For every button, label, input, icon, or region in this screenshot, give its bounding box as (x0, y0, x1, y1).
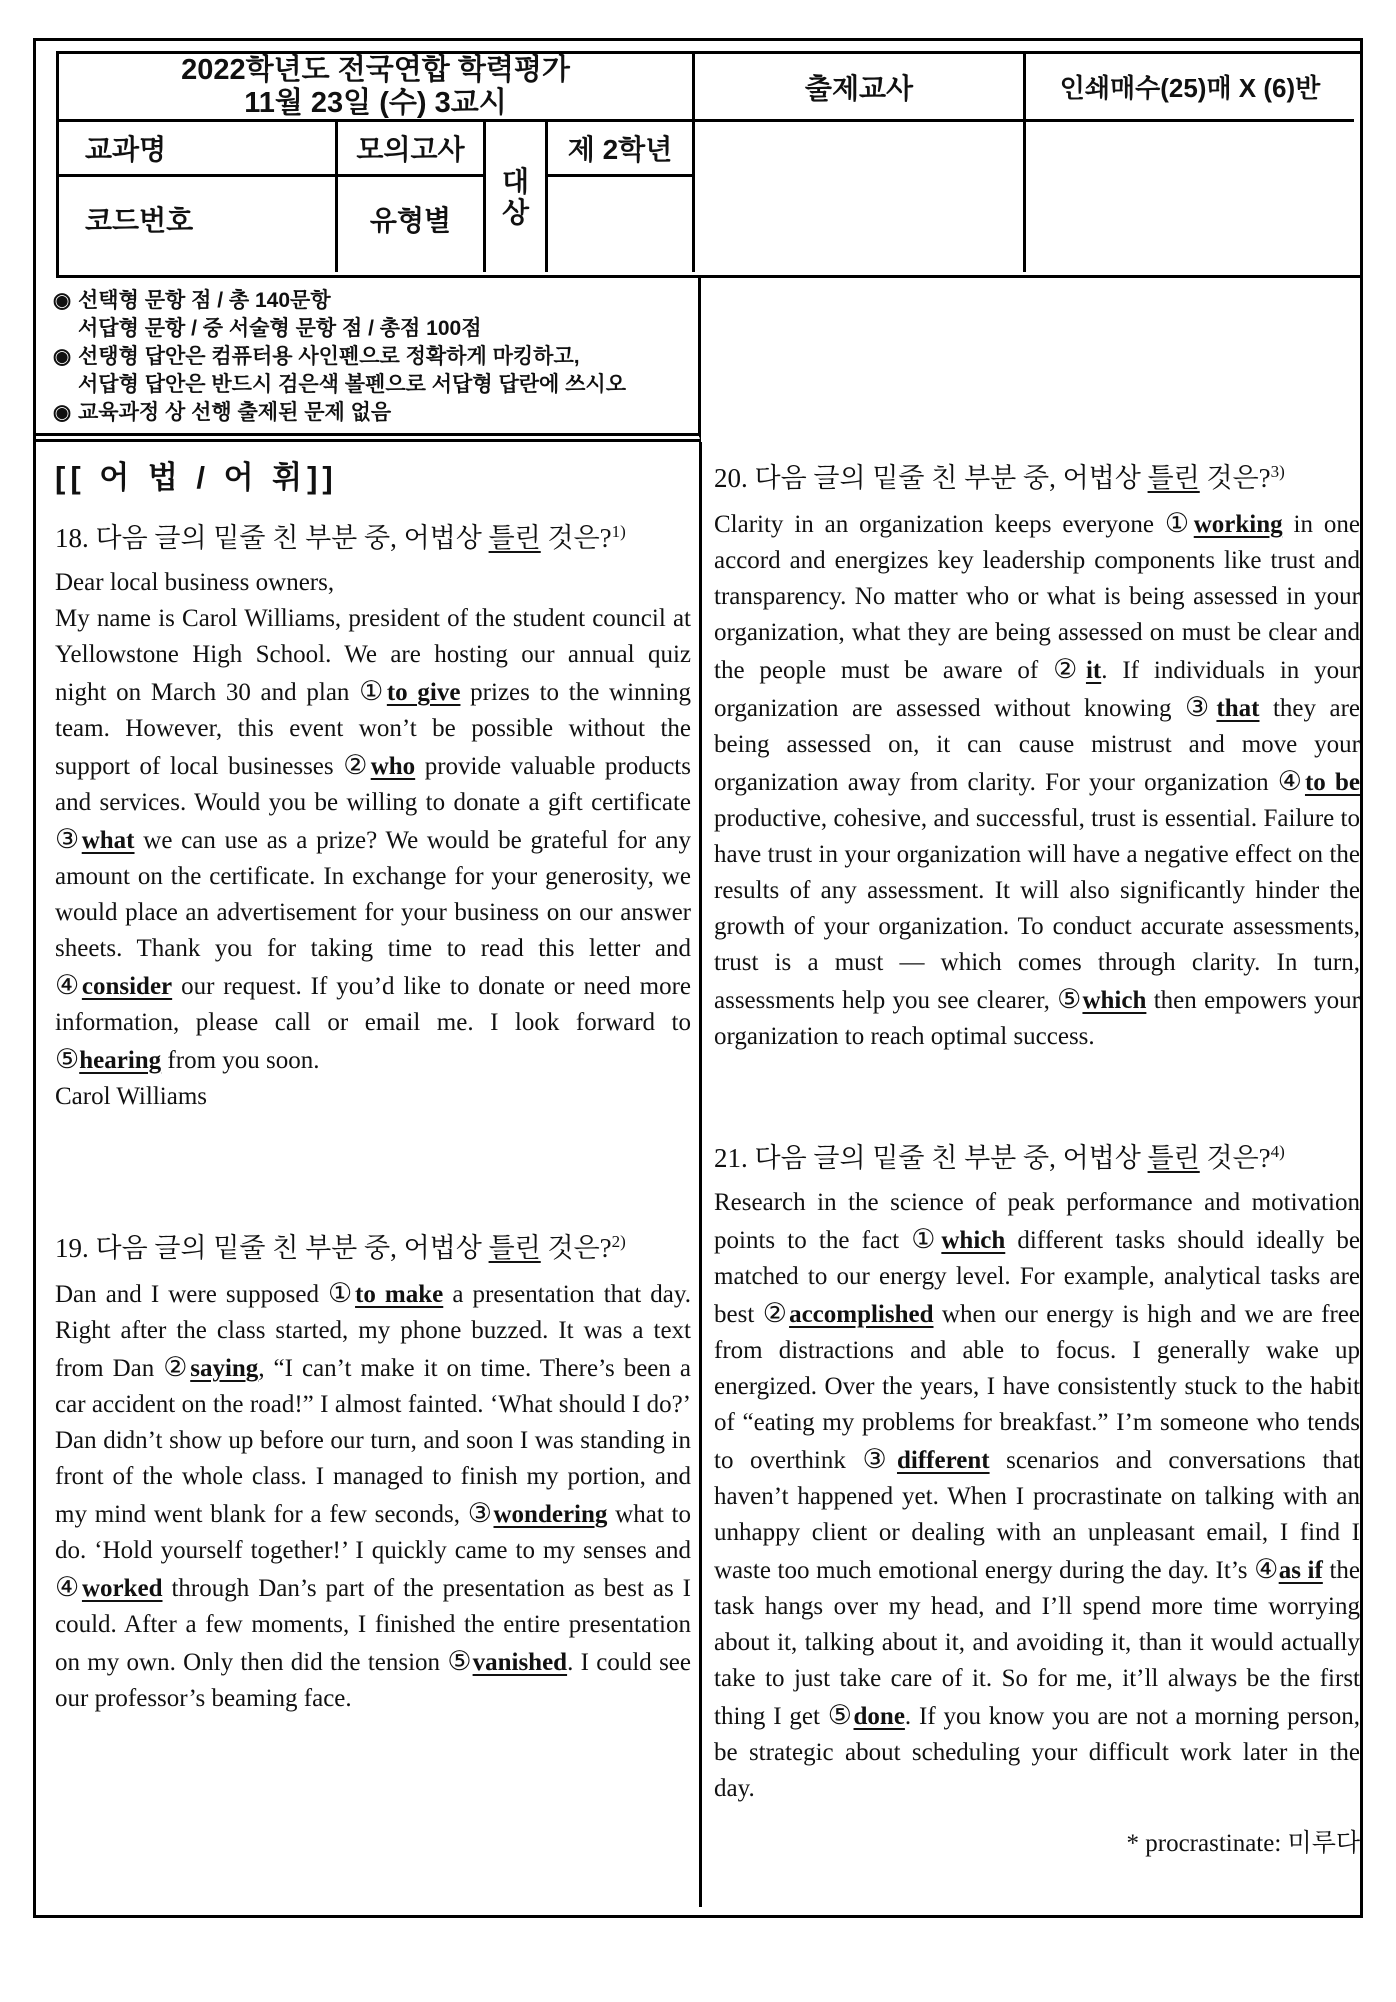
underlined-choice: saying (190, 1355, 259, 1382)
passage-paragraph: Dan and I were supposed ①to make a presentation that day. Right after the class started, my phone buzzed. It was a text from Dan ②saying, “I can’t make it on time. There’s been a car accident on the road!” I almost fainted. ‘What should I do?’ Dan didn’t show up before our turn, and soon I was standing in front of the whole class. I managed to finish my portion, and my mind went blank for a few seconds, ③wondering what to do. ‘Hold yourself together!’ I quickly came to my senses and ④worked through Dan’s part of the presentation as best as I could. After a few moments, I finished the entire presentation on my own. Only then did the tension ⑤vanished. I could see our professor’s beaming face. (55, 1278, 691, 1712)
underlined-choice: working (1193, 511, 1283, 538)
choice-number: ② (343, 750, 371, 780)
underlined-choice: different (896, 1447, 990, 1474)
instruction-item (46, 399, 692, 427)
question-21-passage (714, 1185, 1360, 1807)
question-prompt: 다음 글의 밑줄 친 부분 중, 어법상 (754, 463, 1141, 493)
question-prompt-tail: 것은? (547, 1233, 612, 1263)
underlined-choice: hearing (79, 1047, 162, 1074)
target-char-1: 대 (501, 166, 530, 197)
underlined-choice: consider (81, 973, 173, 1000)
print-count-cell: 인쇄매수(25)매 X (6)반 (1026, 54, 1354, 122)
type-label-cell: 유형별 (338, 177, 486, 272)
empty-cell-grade (548, 177, 695, 272)
instruction-box (36, 278, 701, 442)
instruction-item (46, 287, 692, 343)
passage-paragraph: Dear local business owners, (55, 569, 335, 596)
underlined-choice: to make (355, 1281, 444, 1308)
exam-title-line1: 2022학년도 전국연합 학력평가 (181, 54, 570, 86)
bullet-icon: ◉ (52, 401, 72, 424)
underlined-choice: which (941, 1227, 1006, 1254)
bullet-icon: ◉ (52, 289, 72, 312)
choice-number: ① (911, 1224, 942, 1254)
choice-number: ① (359, 676, 387, 706)
question-prompt-underlined: 틀린 (1147, 463, 1200, 493)
question-prompt-underlined: 틀린 (488, 1233, 541, 1263)
choice-number: ② (163, 1352, 191, 1382)
underlined-choice: wondering (493, 1501, 608, 1528)
question-prompt-tail: 것은? (1206, 463, 1271, 493)
choice-number: ① (1164, 508, 1194, 538)
question-prompt: 다음 글의 밑줄 친 부분 중, 어법상 (95, 1233, 482, 1263)
passage-paragraph: Carol Williams (55, 1083, 207, 1110)
question-number: 19. (55, 1233, 89, 1263)
left-column (55, 452, 691, 1717)
question-number: 21. (714, 1143, 748, 1173)
question-18-header (55, 515, 691, 555)
question-21-header (714, 1135, 1360, 1175)
question-19-passage (55, 1275, 691, 1717)
question-20-passage (714, 505, 1360, 1055)
section-title: [[ 어 법 / 어 휘]] (55, 460, 338, 495)
code-number-cell: 코드번호 (59, 177, 338, 272)
question-prompt-underlined: 틀린 (488, 523, 541, 553)
footnote-ref: 2) (611, 1232, 626, 1251)
underlined-choice: what (81, 827, 135, 854)
underlined-choice: worked (81, 1575, 163, 1602)
choice-number: ⑤ (447, 1646, 473, 1676)
footnote-ref: 3) (1270, 462, 1285, 481)
question-prompt-underlined: 틀린 (1147, 1143, 1200, 1173)
question-21 (714, 1135, 1360, 1859)
mock-exam-label-cell: 모의고사 (338, 122, 486, 177)
passage-paragraph: Research in the science of peak performance and motivation points to the fact ①which different tasks should ideally be matched to our energy level. For example, analytical tasks are best ②accomplished when our energy is high and we are free from distractions and able to focus. I generally wake up energized. Over the years, I have consistently stuck to the habit of “eating my problems for breakfast.” I’m someone who tends to overthink ③different scenarios and conversations that haven’t happened yet. When I procrastinate on talking with an unhappy client or dealing with an unpleasant email, I find I waste too much emotional energy during the day. It’s ④as if the task hangs over my head, and I’ll spend more time worrying about it, talking about it, and avoiding it, than it would actually take to just take care of it. So for me, it’ll always be the first thing I get ⑤done. If you know you are not a morning person, be strategic about scheduling your difficult work later in the day. (714, 1189, 1360, 1802)
passage-paragraph: My name is Carol Williams, president of the student council at Yellowstone High School. We are hosting our annual quiz night on March 30 and plan ①to give prizes to the winning team. However, this event won’t be possible without the support of local businesses ②who provide valuable products and services. Would you be willing to donate a gift certificate ③what we can use as a prize? We would be grateful for any amount on the certificate. In exchange for your generosity, we would place an advertisement for your business on our answer sheets. Thank you for taking time to read this letter and ④consider our request. If you’d like to donate or need more information, please call or email me. I look forward to ⑤hearing from you soon. (55, 605, 691, 1074)
subject-label-cell: 교과명 (59, 122, 338, 177)
exam-title (59, 54, 695, 122)
choice-number: ② (762, 1298, 790, 1328)
instruction-line: 서답형 문항 / 중 서술형 문항 점 / 총점 100점 (78, 317, 482, 340)
question-18-passage (55, 565, 691, 1115)
grade-label-cell: 제 2학년 (548, 122, 695, 177)
underlined-choice: to be (1304, 769, 1360, 796)
instruction-lines (78, 343, 692, 399)
instruction-list (46, 287, 692, 427)
exam-title-line2: 11월 23일 (수) 3교시 (244, 86, 507, 119)
question-prompt-tail: 것은? (1206, 1143, 1271, 1173)
header-table (56, 51, 1363, 278)
question-number: 18. (55, 523, 89, 553)
footnote-ref: 1) (611, 522, 626, 541)
underlined-choice: vanished (472, 1649, 568, 1676)
instruction-line: 교육과정 상 선행 출제된 문제 없음 (78, 401, 392, 424)
question-18 (55, 515, 691, 1115)
question-number: 20. (714, 463, 748, 493)
underlined-choice: done (853, 1703, 905, 1730)
question-prompt-tail: 것은? (547, 523, 612, 553)
underlined-choice: as if (1278, 1557, 1323, 1584)
choice-number: ③ (467, 1498, 494, 1528)
empty-cell-print (1026, 122, 1354, 272)
target-label-cell (486, 122, 548, 272)
choice-number: ④ (55, 1572, 82, 1602)
choice-number: ① (328, 1278, 356, 1308)
passage-paragraph: Clarity in an organization keeps everyone ①working in one accord and energizes key leadership components like trust and transparency. No matter who or what is being assessed in your organization, what they are being assessed on must be clear and the people must be aware of ②it. If individuals in your organization are assessed without knowing ③that they are being assessed on, it can cause mistrust and move your organization away from clarity. For your organization ④to be productive, cohesive, and successful, trust is essential. Failure to have trust in your organization will have a negative effect on the results of any assessment. It will also significantly hinder the growth of your organization. To conduct accurate assessments, trust is a must — which comes through clarity. In turn, assessments help you see clearer, ⑤which then empowers your organization to reach optimal success. (714, 508, 1360, 1050)
choice-number: ⑤ (55, 1044, 80, 1074)
empty-cell-examiner (695, 122, 1026, 272)
underlined-choice: that (1216, 695, 1260, 722)
instruction-item (46, 343, 692, 399)
instruction-lines (78, 287, 692, 343)
choice-number: ④ (55, 970, 82, 1000)
underlined-choice: accomplished (789, 1301, 934, 1328)
question-prompt: 다음 글의 밑줄 친 부분 중, 어법상 (754, 1143, 1141, 1173)
question-prompt: 다음 글의 밑줄 친 부분 중, 어법상 (95, 523, 482, 553)
instruction-lines (78, 399, 692, 427)
instruction-line: 서답형 답안은 반드시 검은색 볼펜으로 서답형 답란에 쓰시오 (78, 373, 626, 396)
question-20 (714, 455, 1360, 1055)
bullet-icon: ◉ (52, 345, 72, 368)
column-divider (699, 442, 702, 1907)
choice-number: ④ (1254, 1554, 1279, 1584)
choice-number: ⑤ (1057, 984, 1083, 1014)
underlined-choice: which (1082, 987, 1147, 1014)
question-19-header (55, 1225, 691, 1265)
examiner-label-cell: 출제교사 (695, 54, 1026, 122)
choice-number: ⑤ (827, 1700, 854, 1730)
underlined-choice: who (370, 753, 416, 780)
instruction-line: 선택형 문항 점 / 총 140문항 (78, 289, 331, 312)
target-char-2: 상 (501, 197, 530, 228)
right-column (714, 455, 1360, 1859)
vocabulary-footnote: * procrastinate: 미루다 (1126, 1830, 1360, 1857)
choice-number: ③ (55, 824, 82, 854)
question-19 (55, 1225, 691, 1717)
underlined-choice: it (1085, 657, 1102, 684)
instruction-line: 선탱형 답안은 컴퓨터용 사인펜으로 정확하게 마킹하고, (78, 345, 580, 368)
underlined-choice: to give (386, 679, 461, 706)
choice-number: ④ (1277, 766, 1305, 796)
choice-number: ② (1053, 654, 1086, 684)
footnote-ref: 4) (1270, 1142, 1285, 1161)
choice-number: ③ (862, 1444, 897, 1474)
choice-number: ③ (1184, 692, 1217, 722)
question-20-header (714, 455, 1360, 495)
